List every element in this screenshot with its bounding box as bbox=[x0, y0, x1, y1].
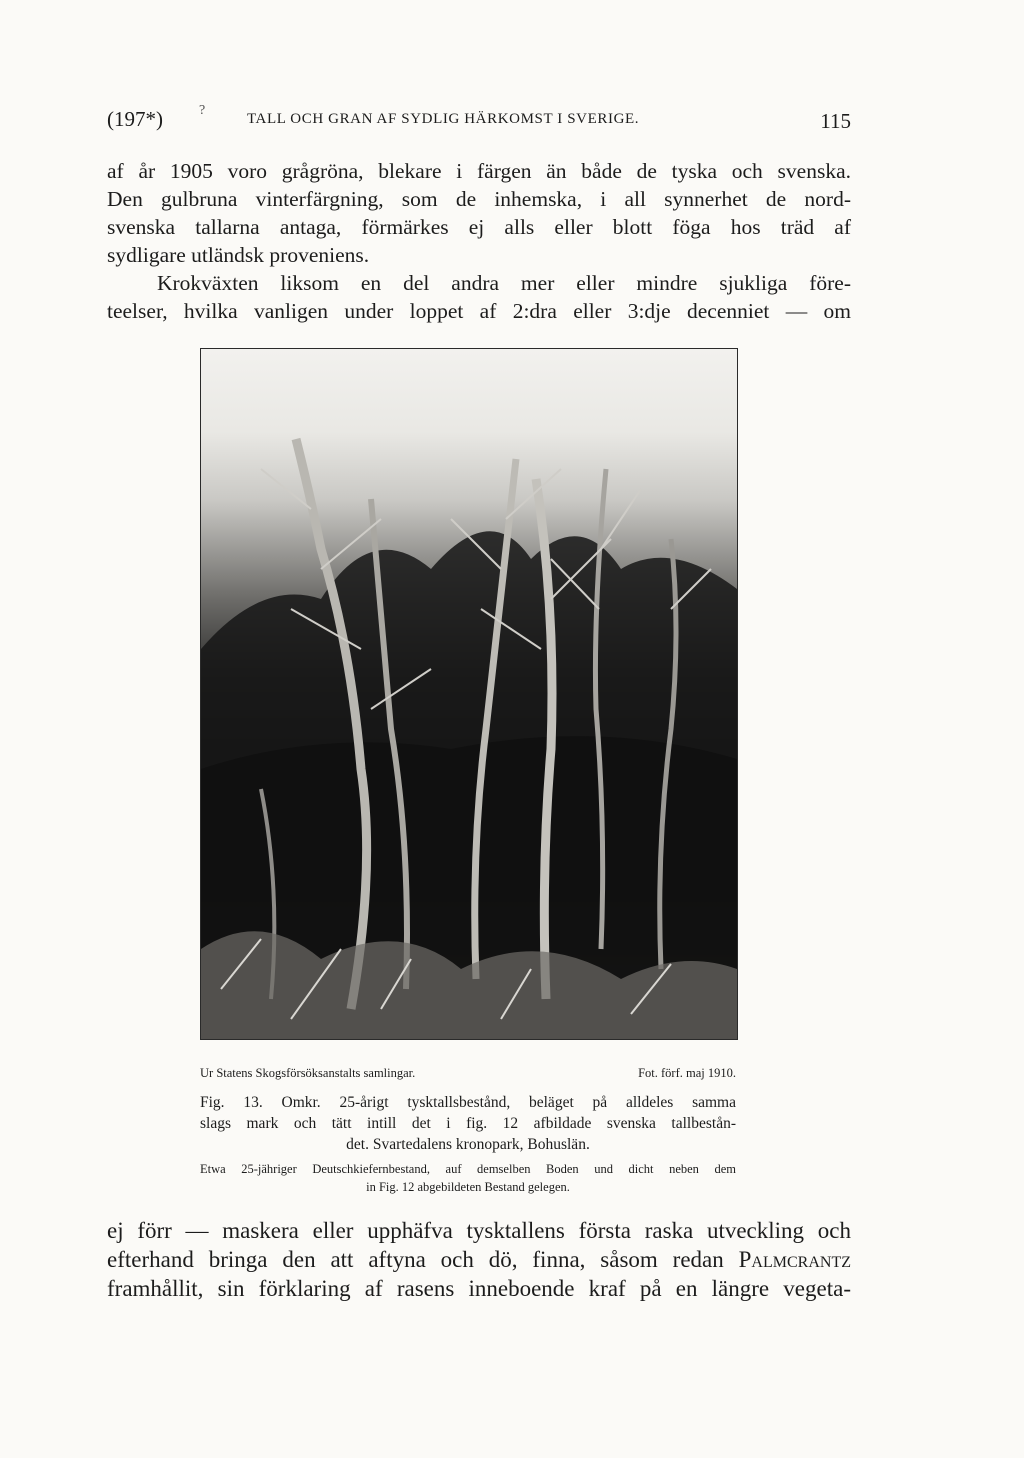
text-line bbox=[107, 1245, 851, 1274]
text-line: Krokväxten liksom en del andra mer eller mindre sjukliga före- bbox=[157, 271, 851, 295]
text-line: Den gulbruna vinterfärgning, som de inhemska, i all synnerhet de nord- bbox=[107, 187, 851, 211]
text-line: ej förr — maskera eller upphäfva tysktallens första raska utveckling och bbox=[107, 1218, 851, 1243]
author-name: Palmcrantz bbox=[738, 1247, 851, 1272]
photo-illustration bbox=[201, 349, 737, 1039]
header-title: TALL OCH GRAN AF SYDLIG HÄRKOMST I SVERIGE. bbox=[247, 111, 640, 127]
body-paragraph-top bbox=[107, 157, 851, 325]
figure-caption-german bbox=[200, 1160, 736, 1196]
body-paragraph-bottom bbox=[107, 1216, 851, 1303]
photograph-pine-stand bbox=[200, 348, 738, 1040]
caption-de-line: in Fig. 12 abgebildeten Bestand gelegen. bbox=[366, 1180, 570, 1194]
caption-line: Fig. 13. Omkr. 25-årigt tysktallsbestånd, beläget på alldeles samma bbox=[200, 1094, 736, 1111]
text-line: framhållit, sin förklaring af rasens inneboende kraf på en längre vegeta- bbox=[107, 1276, 851, 1301]
header-mark: ? bbox=[199, 103, 206, 118]
text-line: af år 1905 voro grågröna, blekare i färgen än både de tyska och svenska. bbox=[107, 159, 851, 183]
running-header bbox=[107, 101, 851, 141]
text-segment: efterhand bringa den att aftyna och dö, finna, såsom redan bbox=[107, 1247, 724, 1272]
page-number: 115 bbox=[820, 109, 851, 133]
text-line: sydligare utländsk proveniens. bbox=[107, 243, 370, 267]
header-section-number: (197*) bbox=[107, 107, 163, 131]
credit-photographer: Fot. förf. maj 1910. bbox=[638, 1066, 736, 1080]
figure-caption bbox=[200, 1092, 736, 1155]
credit-source: Ur Statens Skogsförsöksanstalts samlingar. bbox=[200, 1066, 416, 1080]
caption-line: slags mark och tätt intill det i fig. 12 afbildade svenska tallbestån- bbox=[200, 1115, 736, 1132]
caption-line: det. Svartedalens kronopark, Bohuslän. bbox=[346, 1136, 590, 1153]
caption-de-line: Etwa 25-jähriger Deutschkiefernbestand, auf demselben Boden und dicht neben dem bbox=[200, 1162, 736, 1176]
text-line: svenska tallarna antaga, förmärkes ej alls eller blott föga hos träd af bbox=[107, 215, 851, 239]
text-line: teelser, hvilka vanligen under loppet af 2:dra eller 3:dje decenniet — om bbox=[107, 299, 851, 323]
